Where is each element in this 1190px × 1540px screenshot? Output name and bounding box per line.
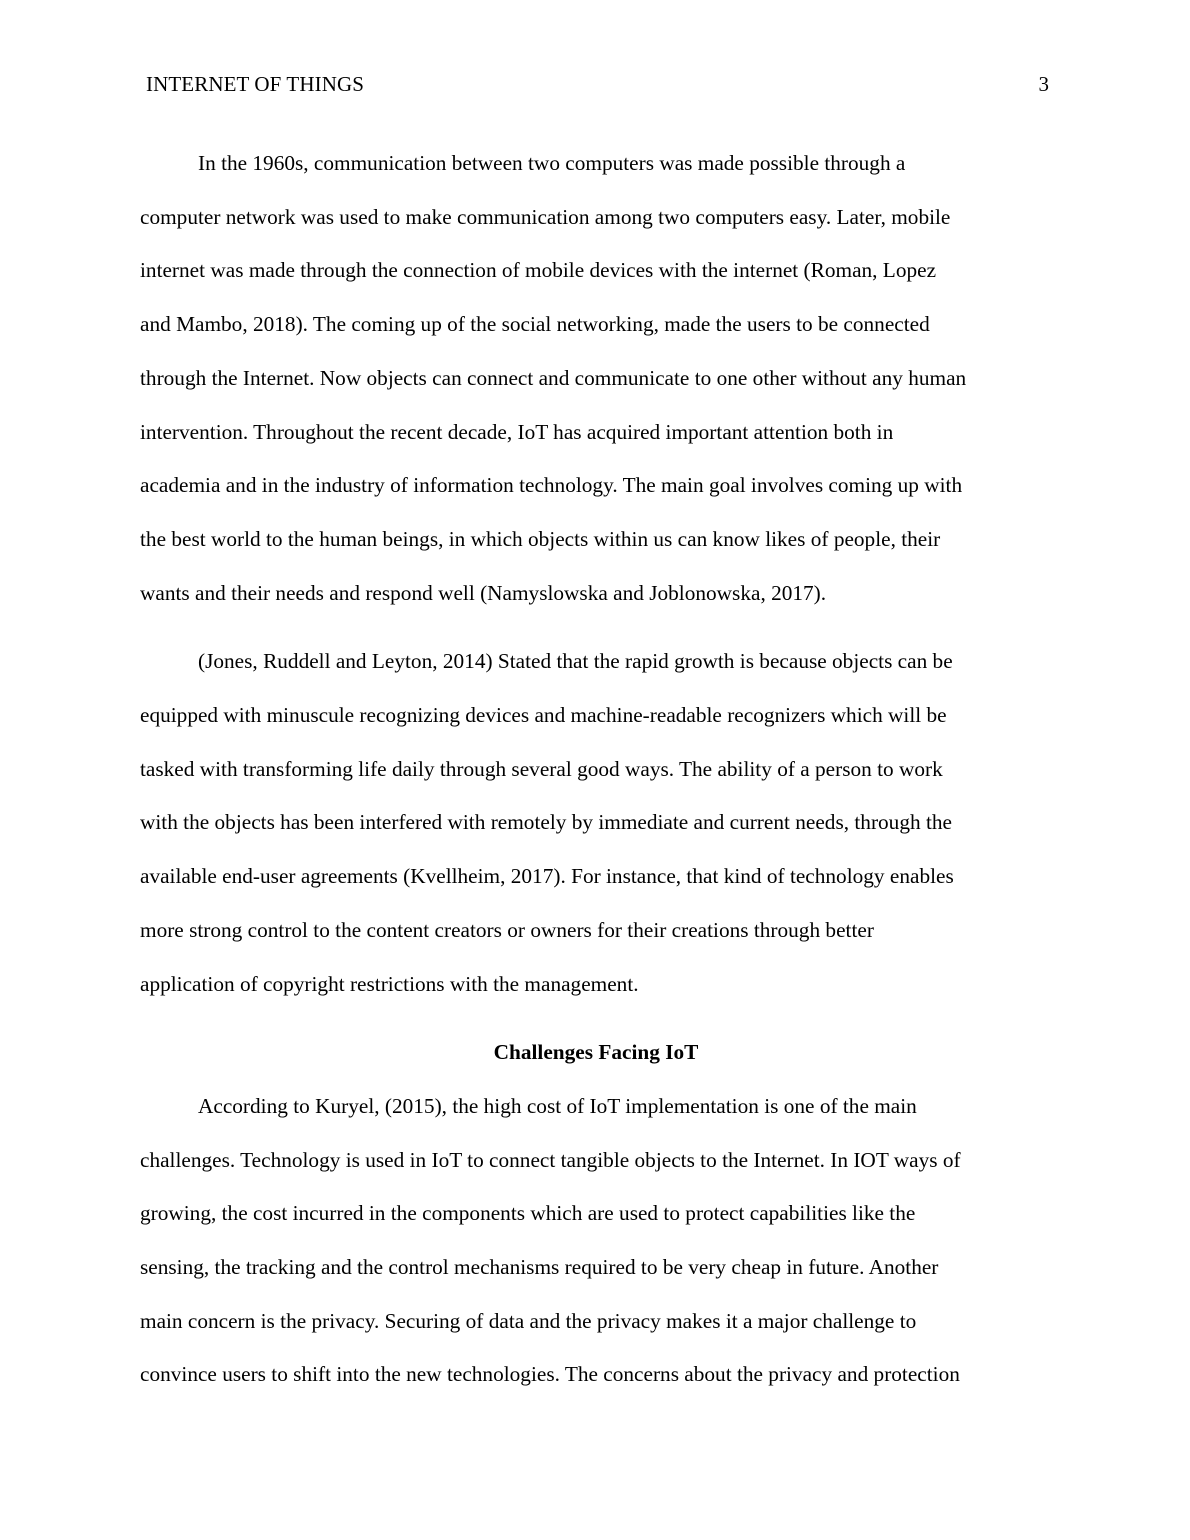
paragraph-history (140, 137, 1052, 620)
text-line: main concern is the privacy. Securing of data and the privacy makes it a major challenge to (140, 1308, 917, 1333)
running-head: INTERNET OF THINGS (146, 72, 365, 96)
text-line: available end-user agreements (Kvellheim, 2017). For instance, that kind of technology enables (140, 864, 954, 889)
text-line: According to Kuryel, (2015), the high cost of IoT implementation is one of the main (198, 1093, 917, 1118)
section-heading: Challenges Facing IoT (493, 1040, 699, 1065)
text-line: internet was made through the connection of mobile devices with the internet (Roman, Lopez (140, 258, 937, 283)
text-line: wants and their needs and respond well (Namyslowska and Joblonowska, 2017). (140, 580, 827, 605)
paragraph-challenges (140, 1080, 1052, 1402)
text-line: challenges. Technology is used in IoT to connect tangible objects to the Internet. In IOT ways of (140, 1147, 961, 1172)
text-line: with the objects has been interfered with remotely by immediate and current needs, through the (140, 810, 952, 835)
text-line: academia and in the industry of information technology. The main goal involves coming up with (140, 473, 963, 498)
text-line: intervention. Throughout the recent decade, IoT has acquired important attention both in (140, 419, 894, 444)
text-line: growing, the cost incurred in the components which are used to protect capabilities like the (140, 1201, 916, 1226)
text-line: computer network was used to make communication among two computers easy. Later, mobile (140, 204, 951, 229)
body-text (140, 137, 1052, 1402)
text-line: and Mambo, 2018). The coming up of the social networking, made the users to be connected (140, 312, 930, 337)
page-number: 3 (1038, 72, 1049, 96)
text-line: convince users to shift into the new technologies. The concerns about the privacy and protection (140, 1362, 960, 1387)
text-line: the best world to the human beings, in which objects within us can know likes of people, their (140, 526, 941, 551)
paragraph-growth (140, 635, 1052, 1011)
text-line: sensing, the tracking and the control mechanisms required to be very cheap in future. Another (140, 1255, 939, 1280)
text-line: through the Internet. Now objects can connect and communicate to one other without any human (140, 365, 967, 390)
text-line: more strong control to the content creators or owners for their creations through better (140, 917, 874, 942)
text-line: equipped with minuscule recognizing devices and machine-readable recognizers which will be (140, 703, 947, 728)
text-line: (Jones, Ruddell and Leyton, 2014) Stated that the rapid growth is because objects can be (198, 649, 953, 674)
text-line: In the 1960s, communication between two computers was made possible through a (198, 151, 906, 175)
text-line: tasked with transforming life daily through several good ways. The ability of a person to work (140, 756, 943, 781)
text-line: application of copyright restrictions with the management. (140, 971, 639, 996)
